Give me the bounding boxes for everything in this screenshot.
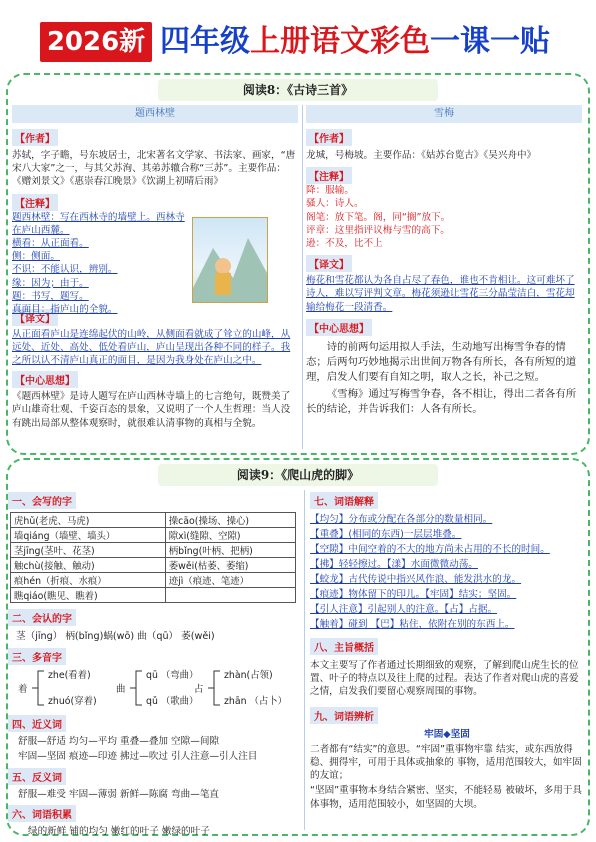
word-explain-item: 【均匀】分布或分配在各部分的数量相同。 <box>310 514 493 525</box>
heading-read-chars: 二、会认的字 <box>8 609 76 626</box>
table-cell: 迹jì（痕迹、笔迹） <box>165 573 295 588</box>
mountain-illustration-icon <box>193 218 267 302</box>
sec9-right-column <box>310 490 584 830</box>
poem-left-column <box>12 105 298 449</box>
poly-reading: zhān （占卜） <box>224 696 288 708</box>
note-item: 逊：不及，比不上 <box>306 238 383 250</box>
title-lesson: 一课一贴 <box>430 24 550 59</box>
distinction-text-1: 二者都有“结实”的意思。“牢固”重事物牢靠 结实，或东西放得稳、拥得牢，可用于具体或抽象的 事物，适用范围较大，如牢固的友谊； <box>310 743 582 782</box>
distinction-text-2: “坚固”重事物本身结合紧密、坚实，不能轻易 被破坏，多用于具体事物，适用范围较小，如坚固的大坝。 <box>310 785 583 810</box>
note-item: 缘：因为；由于。 <box>12 277 89 289</box>
note-label: 【注释】 <box>12 194 58 211</box>
poly-reading: zhe(看着) <box>48 670 91 682</box>
author-label: 【作者】 <box>12 129 58 146</box>
word-explain-item: 【引人注意】引起别人的注意。【占】占据。 <box>310 604 498 615</box>
table-cell: 墙qiáng（墙壁、墙头） <box>11 528 166 543</box>
poly-reading: qǔ （歌曲） <box>146 696 199 708</box>
sec9-left-column <box>8 490 300 837</box>
idea-text-2: 《雪梅》通过写梅雪争春，各不相让，得出二者各有所长的结论，并告诉我们：人各有所长。 <box>306 387 577 415</box>
table-cell: 操cāo(操场、操心) <box>165 513 295 528</box>
notes-list <box>306 184 582 250</box>
main-idea-text: 本文主要写了作者通过长期细致的观察，了解到爬山虎生长的位置、叶子的特点以及往上爬的过程。表达了作者对爬山虎的喜爱之情，启发我们要留心观察周围的事物。 <box>310 660 579 698</box>
note-item: 阁笔：放下笔。阁，同“搁”放下。 <box>306 211 451 223</box>
table-cell: 隙xì(缝隙、空隙) <box>165 528 295 543</box>
year-badge: 2026新 <box>40 22 152 62</box>
poem-title: 雪梅 <box>306 105 582 123</box>
accumulation-line: 绿的新鲜 铺的均匀 嫩红的叶子 嫩绿的叶子 <box>28 825 210 837</box>
note-item: 降：服输。 <box>306 185 354 197</box>
note-item: 真面目：指庐山的全貌。 <box>12 304 118 316</box>
table-row <box>11 588 296 603</box>
table-cell: 瞧qiáo(瞧见、瞧着) <box>11 588 166 603</box>
heading-polyphones: 三、多音字 <box>8 648 66 665</box>
idea-label: 【中心思想】 <box>12 371 78 388</box>
section-title: 阅读9：《爬山虎的脚》 <box>158 464 438 486</box>
idea-text: 《题西林壁》是诗人题写在庐山西林寺墙上的七言绝句，既赞美了庐山雄奇壮观、千姿百态的景象，又说明了一个人生哲理：当人没有跳出局部从整体观察时，就很难认清事物的真相与全貌。 <box>12 391 291 429</box>
section-reading-9 <box>6 458 590 836</box>
polyphone-block <box>8 665 300 711</box>
synonyms-line-1: 舒服—舒适 均匀—平均 重叠—叠加 空隙—间隙 <box>18 736 220 748</box>
poly-char: 曲 <box>116 684 126 696</box>
note-item: 侧：侧面。 <box>12 251 60 263</box>
chars-table <box>10 512 296 603</box>
synonyms-line-2: 牢固—坚固 痕迹—印迹 拂过—吹过 引人注意—引人注目 <box>18 751 258 763</box>
table-cell: 柄bǐng(叶柄、把柄) <box>165 543 295 558</box>
antonyms-line: 舒服—难受 牢固—薄弱 新鲜—陈腐 弯曲—笔直 <box>18 788 220 800</box>
column-divider <box>302 105 303 449</box>
section-title: 阅读8：《古诗三首》 <box>158 79 438 101</box>
page-header <box>0 0 596 70</box>
table-cell <box>165 588 295 603</box>
word-explain-list <box>310 512 584 632</box>
poly-reading: qū （弯曲） <box>146 670 199 682</box>
page-title <box>160 22 550 62</box>
author-text: 龙城，号梅坡。主要作品：《姑苏台览古》《吴兴舟中》 <box>306 150 537 161</box>
author-text: 苏轼，字子瞻，号东坡居士，北宋著名文学家、书法家、画家，“唐宋八大家”之一，与其父苏洵、其弟苏辙合称“三苏”。主要作品：《赠刘景文》《惠崇春江晚景》《饮湖上初晴后雨》 <box>12 150 296 188</box>
poet-illustration <box>192 217 268 303</box>
table-row <box>11 513 296 528</box>
heading-main-idea: 八、主旨概括 <box>310 638 378 655</box>
table-cell: 虎hǔ(老虎、马虎) <box>11 513 166 528</box>
table-cell: 触chù(接触、触动) <box>11 558 166 573</box>
table-cell: 茎jīng(茎叶、花茎) <box>11 543 166 558</box>
word-explain-item: 【拂】轻轻擦过。【漾】水面微微动荡。 <box>310 559 478 570</box>
word-explain-item: 【痕迹】物体留下的印儿。【牢固】结实；坚固。 <box>310 589 517 600</box>
note-item: 不识：不能认识，辨别。 <box>12 264 118 276</box>
brace-icon <box>32 669 46 707</box>
translation-text: 从正面看庐山是连绵起伏的山岭，从侧面看就成了耸立的山峰，从远处、近处、高处、低处看庐山，庐山呈现出各种不同的样子。我之所以认不清庐山真正的面目，是因为我身处在庐山之中。 <box>12 328 291 367</box>
read-chars-text: 茎（jīng） 柄(bǐng)蜗(wō) 曲（qū） 萎(wěi) <box>16 631 215 642</box>
translation-text: 梅花和雪花都认为各自占尽了春色，谁也不肯相让。这可难坏了诗人，难以写评判文章。梅花须逊让雪花三分晶莹洁白，雪花却输给梅花一段清香。 <box>306 275 575 313</box>
heading-synonyms: 四、近义词 <box>8 715 66 732</box>
title-subject: 上册语文 <box>250 24 370 59</box>
note-item: 横看：从正面看。 <box>12 238 89 250</box>
title-color: 彩色 <box>370 24 430 59</box>
table-cell: 萎wěi(枯萎、萎缩) <box>165 558 295 573</box>
table-row <box>11 528 296 543</box>
notes-list <box>12 211 192 317</box>
note-item: 题：书写，题写。 <box>12 290 89 302</box>
poly-reading: zhuó(穿着) <box>48 696 97 708</box>
author-label: 【作者】 <box>306 129 352 146</box>
poly-reading: zhàn(占领) <box>224 670 273 682</box>
idea-text: 诗的前两句运用拟人手法，生动地写出梅雪争春的情态；后两句巧妙地揭示出世间万物各有所长，各有所短的道理，启发人们要有自知之明，取人之长，补己之短。 <box>306 340 577 383</box>
word-explain-item: 【触着】碰到 【巴】粘住，依附在别的东西上。 <box>310 619 515 630</box>
brace-icon <box>208 669 222 707</box>
trans-label: 【译文】 <box>306 255 352 272</box>
note-item: 评章：这里指评议梅与雪的高下。 <box>306 224 450 236</box>
idea-label: 【中心思想】 <box>306 319 372 336</box>
heading-accumulation: 六、词语积累 <box>8 805 76 822</box>
poem-title: 题西林壁 <box>12 105 298 123</box>
heading-antonyms: 五、反义词 <box>8 768 66 785</box>
heading-word-distinction: 九、词语辨析 <box>310 707 378 724</box>
word-explain-item: 【重叠】(相同的东西)一层层堆叠。 <box>310 529 462 540</box>
trans-label: 【译文】 <box>12 309 58 326</box>
table-row <box>11 558 296 573</box>
table-row <box>11 573 296 588</box>
section-reading-8 <box>6 73 590 455</box>
poly-char: 着 <box>18 684 28 696</box>
poly-char: 占 <box>194 684 204 696</box>
note-label: 【注释】 <box>306 167 352 184</box>
brace-icon <box>130 669 144 707</box>
note-item: 骚人：诗人。 <box>306 198 364 210</box>
word-explain-item: 【空隙】中间空着的不大的地方尚未占用的不长的时间。 <box>310 544 550 555</box>
heading-word-explain: 七、词语解释 <box>310 492 378 509</box>
table-row <box>11 543 296 558</box>
title-grade: 四年级 <box>160 24 250 59</box>
table-cell: 痕hén（折痕、水痕） <box>11 573 166 588</box>
column-divider <box>304 490 305 830</box>
poem-right-column <box>306 105 582 449</box>
heading-write-chars: 一、会写的字 <box>8 492 76 509</box>
distinction-title: 牢固◆坚固 <box>424 728 470 740</box>
note-item: 题西林壁：写在西林寺的墙壁上。西林寺在庐山西麓。 <box>12 211 185 236</box>
word-explain-item: 【蛟龙】古代传说中指兴风作浪、能发洪水的龙。 <box>310 574 522 585</box>
